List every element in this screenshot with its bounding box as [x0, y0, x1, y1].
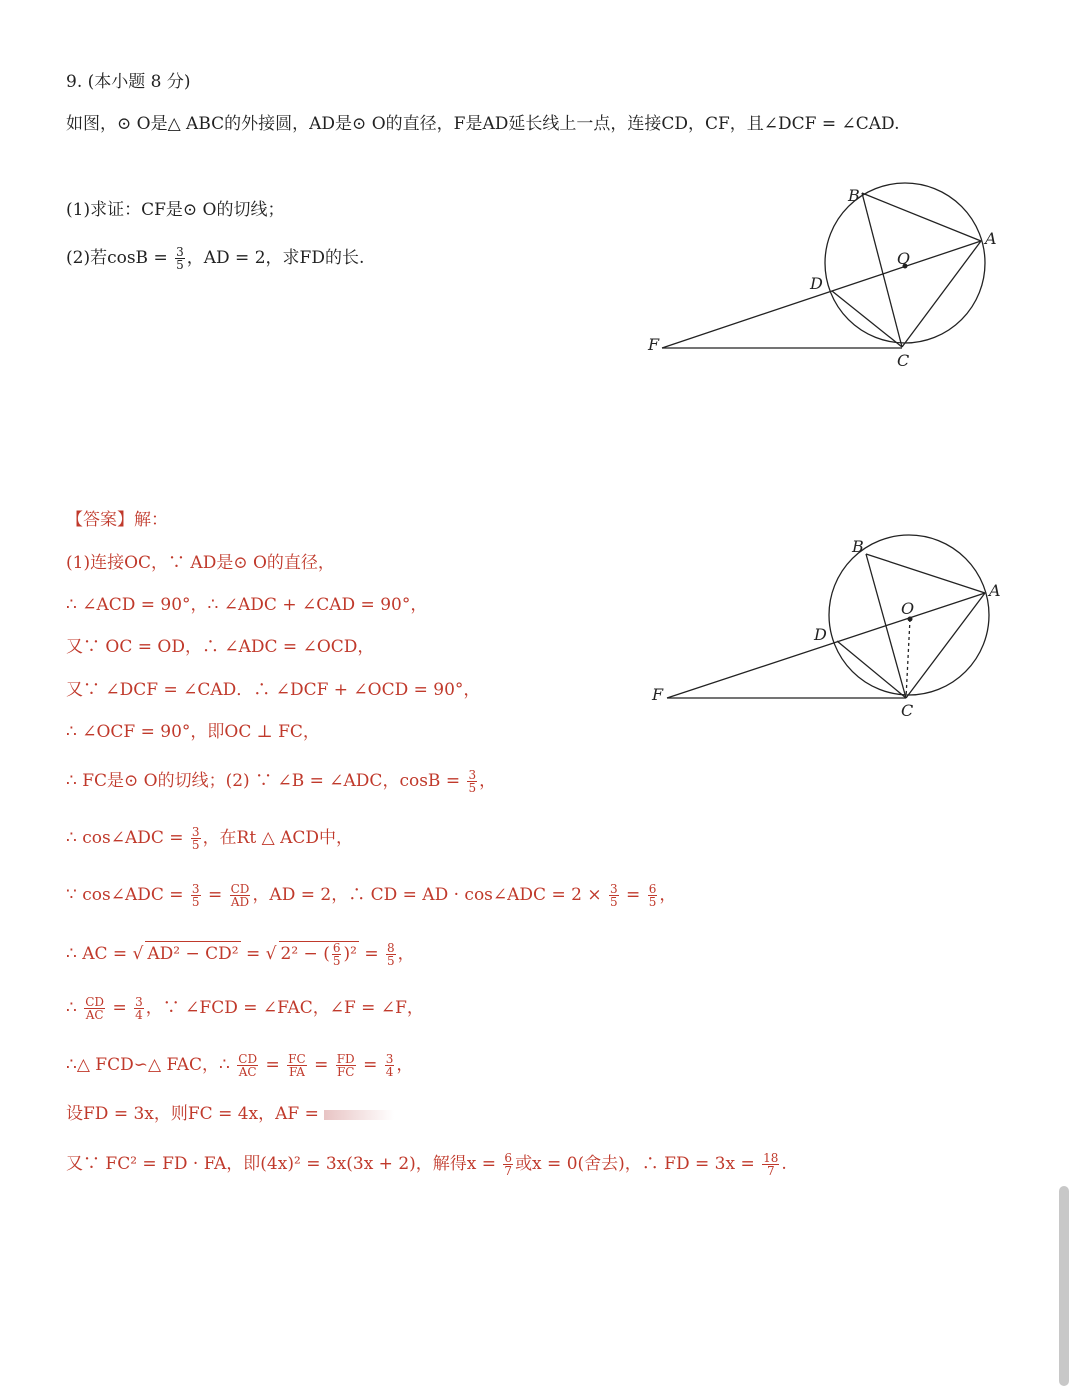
answer-line-3: 又∵ OC = OD，∴ ∠ADC = ∠OCD，	[66, 637, 375, 657]
segment-dc	[837, 641, 906, 698]
answer-line-10: ∴ $\frac{CD}{AC}$ = $\frac{3}{4}$ ，∵ ∠FCD = ∠FAC，∠F = ∠F，	[66, 995, 424, 1022]
q2-fraction: $\frac{3}{5}$	[176, 245, 184, 272]
label-b: B	[852, 537, 864, 556]
answer-line-13: 又∵ FC² = FD · FA，即(4x)² = 3x(3x + 2)，解得x = $\frac{6}{7}$ 或x = 0(舍去)，∴ FD = 3x = $\frac{18}{7}$ .	[66, 1151, 787, 1178]
label-a: A	[989, 581, 1001, 600]
segment-fa	[667, 593, 985, 698]
label-c: C	[897, 351, 910, 370]
answer-line-1: (1)连接OC，∵ AD是⊙ O的直径，	[66, 553, 335, 573]
question-1: (1)求证：CF是⊙ O的切线；	[66, 200, 285, 220]
segment-ba	[862, 193, 981, 241]
label-f: F	[648, 335, 660, 354]
segment-ac	[902, 241, 981, 347]
segment-oc-dotted	[906, 619, 910, 698]
label-c: C	[901, 701, 914, 720]
faded-text	[324, 1110, 394, 1120]
problem-number: 9. (本小题 8 分)	[66, 72, 191, 92]
answer-line-4: 又∵ ∠DCF = ∠CAD．∴ ∠DCF + ∠OCD = 90°，	[66, 680, 481, 700]
answer-line-8: ∵ cos∠ADC = $\frac{3}{5}$ = $\frac{CD}{AD}$ ，AD = 2，∴ CD = AD · cos∠ADC = 2 × $\frac{3}{5}$ = $\frac{6}{5}$ ，	[66, 882, 677, 909]
scrollbar[interactable]	[1059, 1186, 1069, 1386]
problem-figure	[640, 180, 1020, 375]
problem-statement: 如图，⊙ O是△ ABC的外接圆，AD是⊙ O的直径，F是AD延长线上一点，连接CD，CF，且∠DCF = ∠CAD.	[66, 114, 900, 134]
answer-line-6: ∴ FC是⊙ O的切线；(2) ∵ ∠B = ∠ADC，cosB = $\frac{3}{5}$ ，	[66, 768, 497, 795]
answer-line-9: ∴ AC = √ AD² − CD² = √ 2² − ( $\frac{6}{5}$ )² = $\frac{8}{5}$ ，	[66, 941, 415, 968]
answer-figure	[640, 532, 1020, 727]
answer-line-5: ∴ ∠OCF = 90°，即OC ⊥ FC，	[66, 722, 320, 742]
answer-line-7: ∴ cos∠ADC = $\frac{3}{5}$ ，在Rt △ ACD中，	[66, 825, 353, 852]
segment-fa	[662, 241, 981, 348]
answer-line-2: ∴ ∠ACD = 90°，∴ ∠ADC + ∠CAD = 90°，	[66, 595, 428, 615]
label-d: D	[814, 625, 827, 644]
segment-dc	[832, 291, 902, 347]
answer-line-11: ∴△ FCD∽△ FAC，∴ $\frac{CD}{AC}$ = $\frac{FC}{FA}$ = $\frac{FD}{FC}$ = $\frac{3}{4}$ ，	[66, 1052, 414, 1079]
label-o: O	[897, 249, 911, 268]
segment-ac	[906, 593, 985, 698]
label-b: B	[848, 186, 860, 205]
label-f: F	[652, 685, 664, 704]
q2-pre: (2)若cosB =	[66, 248, 174, 268]
question-2	[66, 246, 364, 271]
label-d: D	[810, 274, 823, 293]
answer-header: 【答案】解：	[66, 510, 168, 530]
answer-line-12: 设FD = 3x，则FC = 4x，AF =	[66, 1102, 394, 1126]
label-a: A	[985, 229, 997, 248]
q2-post: ，AD = 2，求FD的长.	[186, 248, 365, 268]
label-o: O	[901, 599, 915, 618]
